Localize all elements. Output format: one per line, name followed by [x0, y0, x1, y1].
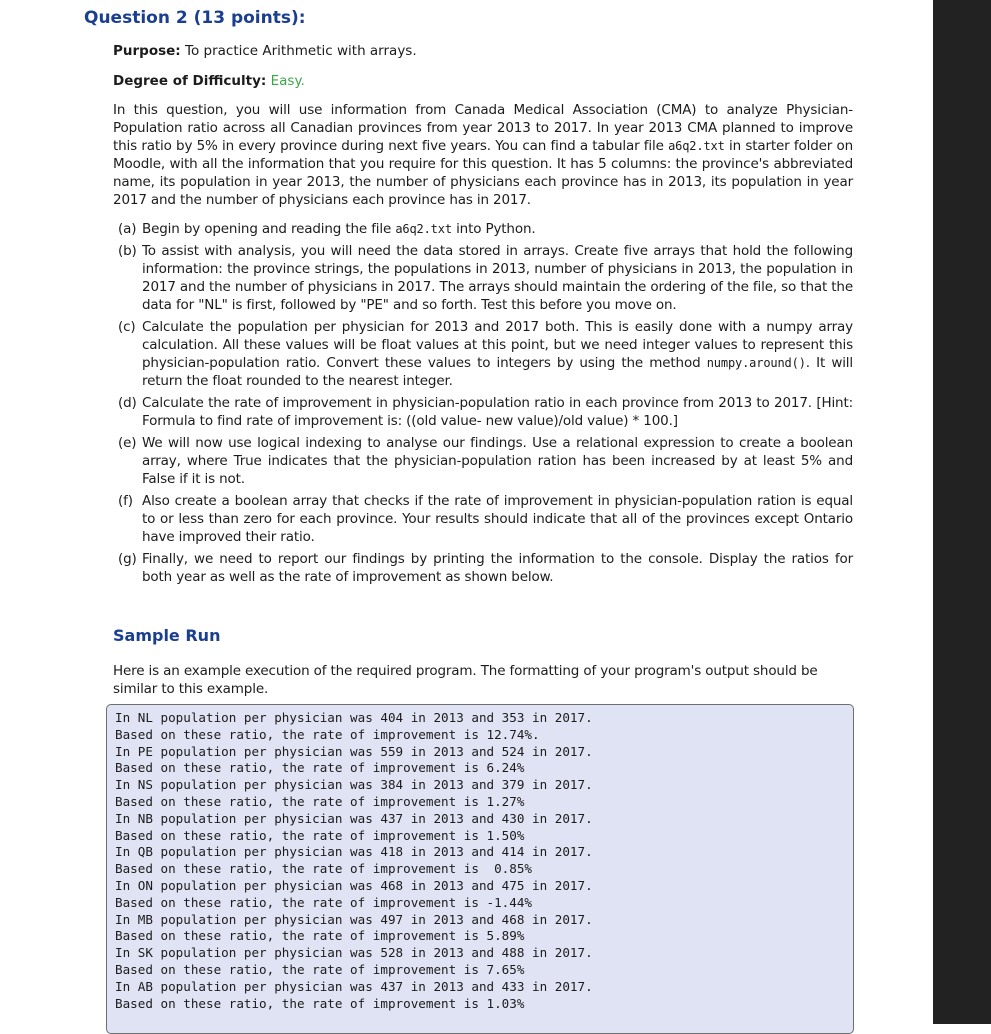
task-g-text: Finally, we need to report our findings by printing the information to the console. Display the ratios for both year as well as the rate of improvement as shown below.: [142, 551, 853, 585]
task-e-label: (e): [118, 435, 137, 451]
difficulty-label: Degree of Difficulty:: [113, 73, 267, 89]
task-f-label: (f): [118, 493, 133, 509]
task-g-label: (g): [118, 551, 137, 567]
task-list: [113, 220, 853, 590]
console-line: Based on these ratio, the rate of improvement is 1.50%: [115, 827, 525, 843]
task-b: [113, 242, 853, 314]
intro-paragraph: [113, 101, 853, 209]
task-a: [113, 220, 853, 238]
difficulty-value: Easy.: [270, 73, 305, 89]
purpose-line: [113, 43, 417, 59]
task-e-text: We will now use logical indexing to analyse our findings. Use a relational expression to create a boolean array, where True indicates that the physician-population ration has been increased by at least 5% and False if it is not.: [142, 435, 853, 487]
console-line: Based on these ratio, the rate of improvement is -1.44%: [115, 894, 533, 910]
task-f: [113, 492, 853, 546]
console-line: In QB population per physician was 418 in 2013 and 414 in 2017.: [115, 844, 593, 860]
console-line: Based on these ratio, the rate of improvement is 12.74%.: [115, 726, 540, 742]
sample-run-intro: Here is an example execution of the required program. The formatting of your program's output should be similar to this example.: [113, 663, 818, 697]
console-line: Based on these ratio, the rate of improvement is 0.85%: [115, 861, 533, 877]
intro-text-2: in starter folder on Moodle, with all the information that you require for this question. It has 5 columns: the province's abbreviated name, its population in year 2013, the number of physicians each province has in 2013, its population in year 2017 and the number of physicians each province has in 2017.: [113, 138, 854, 208]
task-c-code: numpy.around(): [706, 356, 806, 370]
task-b-text: To assist with analysis, you will need the data stored in arrays. Create five arrays that hold the following information: the province strings, the populations in 2013, number of physicians in 2013, the population in 2017 and the number of physicians in 2017. The arrays should maintain the ordering of the file, so that the data for "NL" is first, followed by "PE" and so forth. Test this before you move on.: [142, 243, 853, 313]
intro-file-name: a6q2.txt: [668, 139, 725, 153]
task-e: [113, 434, 853, 488]
console-line: In NB population per physician was 437 in 2013 and 430 in 2017.: [115, 810, 593, 826]
console-line: In NS population per physician was 384 in 2013 and 379 in 2017.: [115, 777, 593, 793]
intro-text-1: In this question, you will use information from Canada Medical Association (CMA) to analyze Physician-Population ratio across all Canadian provinces from year 2013 to 2017. In year 2013 CMA planned to improve this ratio by 5% in every province during next five years. You can find a tabular file: [113, 102, 853, 154]
task-b-label: (b): [118, 243, 137, 259]
console-line: In ON population per physician was 468 in 2013 and 475 in 2017.: [115, 877, 593, 893]
task-d-text: Calculate the rate of improvement in physician-population ratio in each province from 2013 to 2017. [Hint: Formula to find rate of improvement is: ((old value- new value)/old value) * 100.]: [142, 395, 853, 429]
console-output-box: [106, 704, 854, 1034]
task-g: [113, 550, 853, 586]
viewer-side-panel: [933, 0, 991, 1024]
difficulty-line: [113, 73, 305, 89]
task-a-code: a6q2.txt: [395, 222, 452, 236]
task-f-text: Also create a boolean array that checks if the rate of improvement in physician-population ration is equal to or less than zero for each province. Your results should indicate that all of the provinces except Ontario have improved their ratio.: [142, 493, 853, 545]
purpose-label: Purpose:: [113, 43, 181, 59]
question-title: Question 2 (13 points):: [84, 8, 306, 28]
task-a-text: Begin by opening and reading the file: [142, 221, 396, 237]
task-c-label: (c): [118, 319, 136, 335]
task-a-label: (a): [118, 221, 137, 237]
console-line: In NL population per physician was 404 in 2013 and 353 in 2017.: [115, 710, 593, 725]
console-line: Based on these ratio, the rate of improvement is 6.24%: [115, 760, 525, 776]
console-line: Based on these ratio, the rate of improvement is 5.89%: [115, 928, 525, 944]
console-line: In PE population per physician was 559 in 2013 and 524 in 2017.: [115, 743, 593, 759]
console-line: In SK population per physician was 528 in 2013 and 488 in 2017.: [115, 945, 593, 961]
purpose-text: To practice Arithmetic with arrays.: [185, 43, 417, 59]
task-c-text-end: . It will return the float rounded to the nearest integer.: [142, 355, 854, 389]
task-c-text: Calculate the population per physician for 2013 and 2017 both. This is easily done with a numpy array calculation. All these values will be float values at this point, but we need integer values to represent this physician-population ratio. Convert these values to integers by using the method: [142, 319, 853, 371]
task-d-label: (d): [118, 395, 137, 411]
console-line: In AB population per physician was 437 in 2013 and 433 in 2017.: [115, 978, 593, 994]
console-line: Based on these ratio, the rate of improvement is 1.03%: [115, 995, 525, 1011]
console-line: In MB population per physician was 497 in 2013 and 468 in 2017.: [115, 911, 593, 927]
task-d: [113, 394, 853, 430]
sample-run-heading: Sample Run: [113, 626, 221, 645]
task-a-text-end: into Python.: [451, 221, 536, 237]
console-line: Based on these ratio, the rate of improvement is 7.65%: [115, 961, 525, 977]
task-c: [113, 318, 853, 390]
console-line: Based on these ratio, the rate of improvement is 1.27%: [115, 793, 525, 809]
